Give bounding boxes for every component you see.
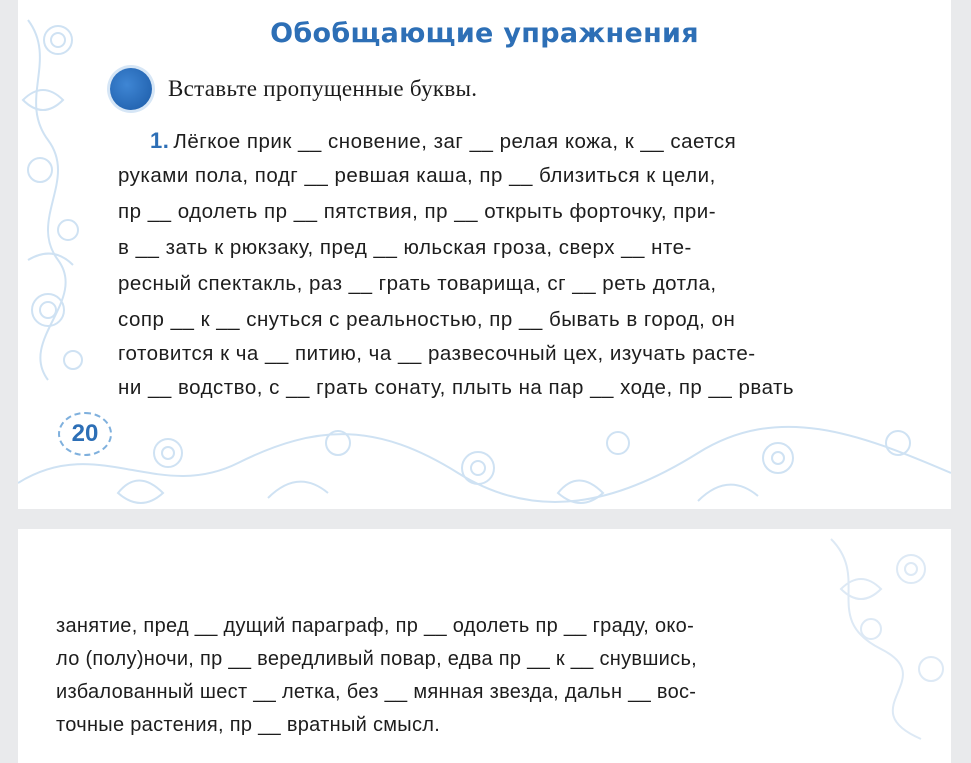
- exercise-line: ло (полу)ночи, пр __ вередливый повар, едва пр __ к __ снувшись,: [56, 648, 698, 670]
- exercise-line: 1. Лёгкое прик __ сновение, заг __ релая кожа, к __ сается: [150, 128, 737, 153]
- textbook-page-20: [18, 0, 951, 509]
- exercise-line: сопр __ к __ снуться с реальностью, пр __ бывать в город, он: [118, 308, 736, 331]
- page-number: 20: [58, 412, 112, 456]
- exercise-line: руками пола, подг __ ревшая каша, пр __ близиться к цели,: [118, 164, 716, 187]
- textbook-page-continuation: [18, 529, 951, 763]
- exercise-text-continuation: [18, 529, 951, 763]
- exercise-line: готовится к ча __ питию, ча __ развесочный цех, изучать расте-: [118, 342, 756, 365]
- exercise-line: занятие, пред __ дущий параграф, пр __ одолеть пр __ граду, око-: [56, 615, 695, 637]
- exercise-line: пр __ одолеть пр __ пятствия, пр __ открыть форточку, при-: [118, 200, 717, 223]
- exercise-line: ни __ водство, с __ грать сонату, плыть на пар __ ходе, пр __ рвать: [118, 376, 795, 399]
- exercise-number: 1.: [150, 128, 170, 153]
- exercise-line: избалованный шест __ летка, без __ мянная звезда, дальн __ вос-: [56, 681, 697, 703]
- exercise-line: в __ зать к рюкзаку, пред __ юльская гроза, сверх __ нте-: [118, 236, 692, 259]
- task-text: Вставьте пропущенные буквы.: [168, 76, 478, 101]
- exercise-line: точные растения, пр __ вратный смысл.: [56, 714, 441, 736]
- exercise-line: ресный спектакль, раз __ грать товарища, сг __ реть дотла,: [118, 272, 717, 295]
- exercise-text: [18, 0, 951, 509]
- page-title: Обобщающие упражнения: [270, 18, 699, 49]
